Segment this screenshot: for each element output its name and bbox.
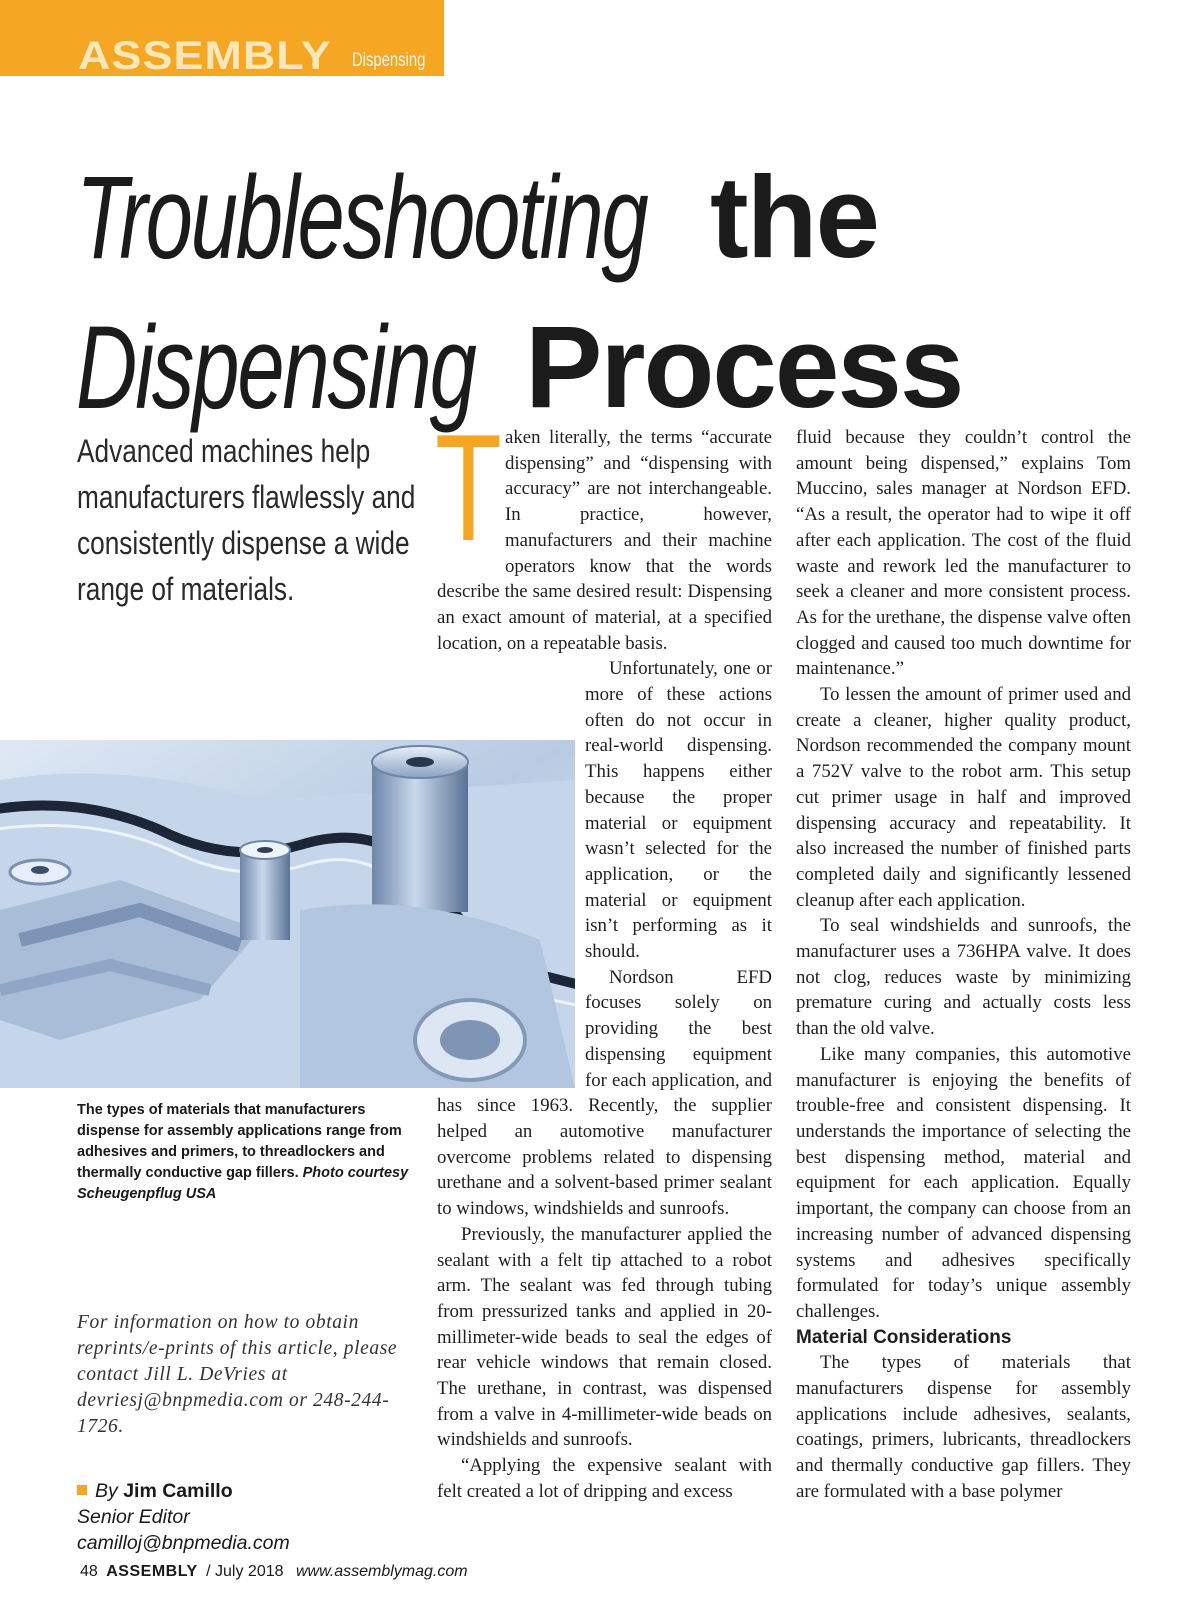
caption-text: The types of materials that manufacturers dispense for assembly applications range from adhesives and primers, to threadlockers and thermally conductive gap fillers. — [77, 1102, 402, 1181]
headline-italic-1: Troubleshooting — [76, 152, 647, 284]
section-subname: Dispensing — [352, 50, 426, 71]
article-dek: Advanced machines help manufacturers flawlessly and consistently dispense a wide range of materials. — [77, 433, 416, 607]
subhead-material-considerations: Material Considerations — [796, 1326, 1012, 1348]
author-title: Senior Editor — [77, 1506, 190, 1528]
paragraph-9: The types of materials that manufacturers dispense for assembly applications include adhesives, sealants, coatings, primers, lubricants, threadlockers and thermally conductive gap fillers. They are formulated with a base polymer — [796, 1352, 1131, 1502]
headline-bold-1: the — [710, 152, 878, 282]
paragraph-4: Previously, the manufacturer applied the sealant with a felt tip attached to a robot arm. The sealant was fed through tubing from pressurized tanks and applied in 20-millimeter-wide beads to seal the edges of rear vehicle windows that remain closed. The urethane, in contrast, was dispensed from a valve in 4-millimeter-wide beads on windshields and sunroofs. — [437, 1223, 772, 1451]
section-header — [0, 0, 444, 76]
article-column-1 — [435, 403, 772, 1505]
photo-wrap-space — [437, 702, 585, 1074]
drop-cap: T — [435, 403, 502, 573]
footer-url: www.assemblymag.com — [295, 1563, 468, 1580]
author-name: Jim Camillo — [123, 1480, 233, 1502]
photo-caption — [77, 1100, 417, 1205]
section-name: ASSEMBLY — [78, 34, 332, 78]
reprints-note: For information on how to obtain reprints/e-prints of this article, please contact Jill L. DeVries at devriesj@bnpmedia.com or 248-244-1726. — [77, 1312, 398, 1437]
paragraph-8: Like many companies, this automotive manufacturer is enjoying the benefits of trouble-free and consistent dispensing. It understands the importance of selecting the best dispensing method, material and equipment for each application. Equally important, the company can choose from an increasing number of advanced dispensing systems and adhesives specifically formulated for today’s unique assembly challenges. — [796, 1043, 1131, 1322]
article-column-2 — [796, 425, 1131, 1505]
paragraph-5-continued: fluid because they couldn’t control the amount being dispensed,” explains Tom Muccino, sales manager at Nordson EFD. “As a result, the operator had to wipe it off after each application. The cost of the fluid waste and rework led the manufacturer to seek a cleaner and more consistent process. As for the urethane, the dispense valve often clogged and caused too much downtime for maintenance.” — [796, 427, 1131, 680]
headline-italic-2: Dispensing — [76, 302, 475, 434]
page-number: 48 — [80, 1563, 98, 1580]
footer-magazine: ASSEMBLY — [106, 1563, 198, 1580]
paragraph-5: “Applying the expensive sealant with felt created a lot of dripping and excess — [437, 1455, 772, 1502]
paragraph-1: aken literally, the terms “accurate dispensing” and “dispensing with accuracy” are not interchangeable. In practice, however, manufacturers and their machine operators know that the words describe the same desired result: Dispensing an exact amount of material, at a specified location, on a repeatable basis. — [437, 427, 772, 654]
footer-issue: / July 2018 — [206, 1563, 284, 1580]
author-email: camilloj@bnpmedia.com — [77, 1532, 290, 1554]
article-headline — [76, 150, 1136, 434]
paragraph-3: Nordson EFD focuses solely on providing the best dispensing equipment for each application, and has since 1963. Recently, the supplier helped an automotive manufacturer overcome problems related to dispensing urethane and a solvent-based primer sealant to windows, windshields and sunroofs. — [437, 966, 772, 1220]
page-footer — [80, 1563, 468, 1581]
byline — [77, 1478, 417, 1556]
orange-square-icon — [77, 1485, 87, 1495]
caption-credit: Photo courtesy Scheugenpflug USA — [77, 1165, 409, 1202]
paragraph-6: To lessen the amount of primer used and create a cleaner, higher quality product, Nordson recommended the company mount a 752V valve to the robot arm. This setup cut primer usage in half and improved dispensing accuracy and repeatability. It also increased the number of finished parts completed daily and significantly lessened cleanup after each application. — [796, 684, 1131, 911]
paragraph-2: Unfortunately, one or more of these actions often do not occur in real-world dispensing. This happens either because the proper material or equipment wasn’t selected for the application, or the material or equipment isn’t performing as it should. — [585, 658, 772, 963]
headline-bold-2: Process — [525, 302, 963, 432]
byline-by: By — [95, 1480, 118, 1502]
paragraph-7: To seal windshields and sunroofs, the manufacturer uses a 736HPA valve. It does not clog, reduces waste by minimizing premature curing and actually costs less than the old valve. — [796, 915, 1131, 1040]
